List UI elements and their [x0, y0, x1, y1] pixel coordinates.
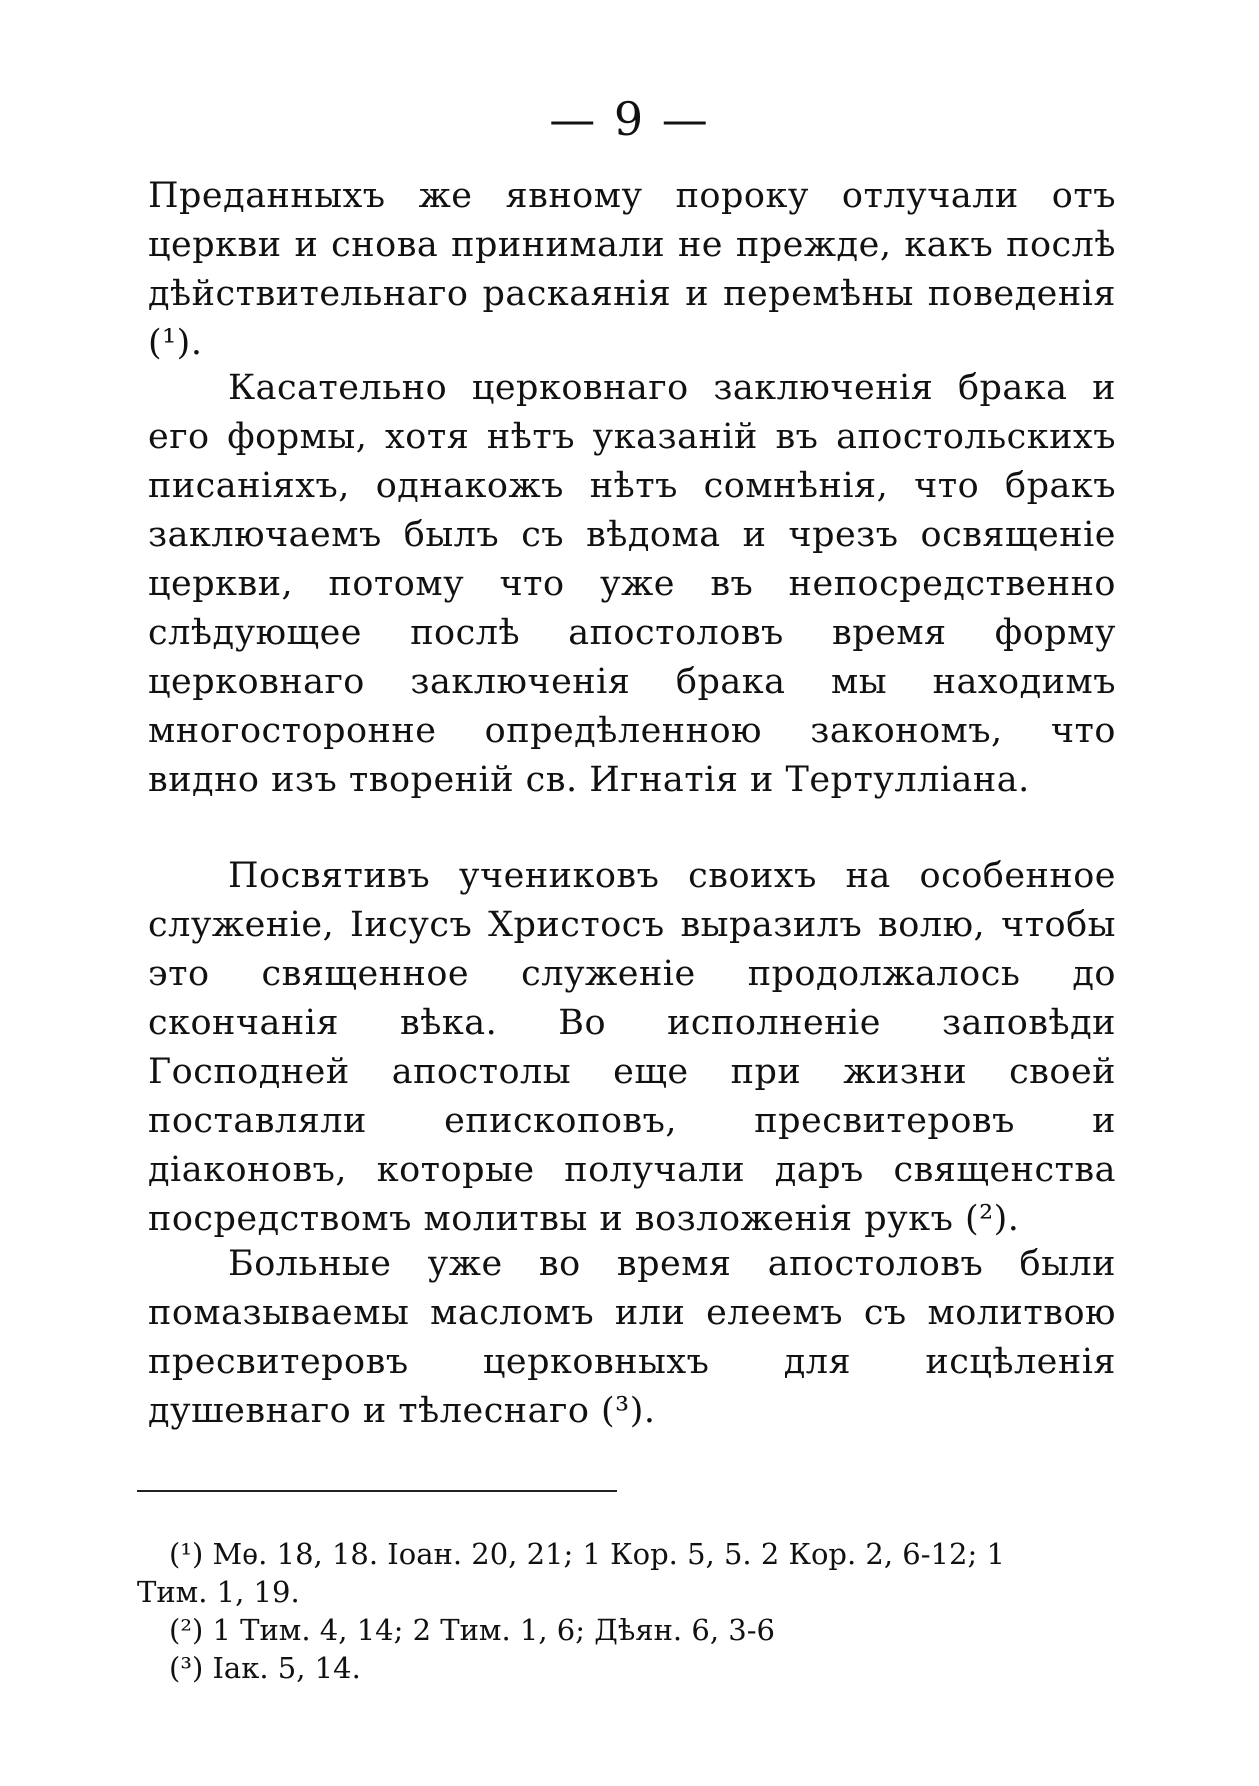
paragraph-3: Посвятивъ учениковъ своихъ на особенное служеніе, Іисусъ Христосъ выразилъ волю, чтобы это священное служеніе продолжалось до скончанія вѣка. Во исполненіе заповѣди Господней апостолы еще при жизни своей поставляли епископовъ, пресвитеровъ и діаконовъ, которые получали даръ священства посредствомъ молитвы и возложенія рукъ (²). [148, 856, 1116, 1239]
paragraph-2: Касательно церковнаго заключенія брака и его формы, хотя нѣтъ указаній въ апостольскихъ писаніяхъ, однакожъ нѣтъ сомнѣнія, что бракъ заключаемъ былъ съ вѣдома и чрезъ освященіе церкви, потому что уже въ непосредственно слѣдующее послѣ апостоловъ время форму церковнаго заключенія брака мы находимъ многосторонне опредѣленною закономъ, что видно изъ твореній св. Игнатія и Тертулліана. [148, 368, 1116, 800]
footnotes [137, 1535, 1117, 1687]
footnote-2: (²) 1 Тим. 4, 14; 2 Тим. 1, 6; Дѣян. 6, 3-6 [169, 1613, 775, 1647]
footnote-divider [137, 1490, 617, 1492]
footnote-1-continuation: Тим. 1, 19. [137, 1575, 300, 1609]
paragraph-4: Больные уже во время апостоловъ были помазываемы масломъ или елеемъ съ молитвою пресвитеровъ церковныхъ для исцѣленія душевнаго и тѣлеснаго (³). [148, 1244, 1116, 1431]
footnote-3: (³) Іак. 5, 14. [169, 1651, 361, 1685]
page-number: — 9 — [549, 92, 710, 146]
paragraph-1: Преданныхъ же явному пороку отлучали отъ церкви и снова принимали не прежде, какъ послѣ дѣйствительнаго раскаянія и перемѣны поведенія (¹). [148, 176, 1116, 363]
footnote-1: (¹) Мѳ. 18, 18. Іоан. 20, 21; 1 Кор. 5, 5. 2 Кор. 2, 6-12; 1 [169, 1537, 1005, 1571]
